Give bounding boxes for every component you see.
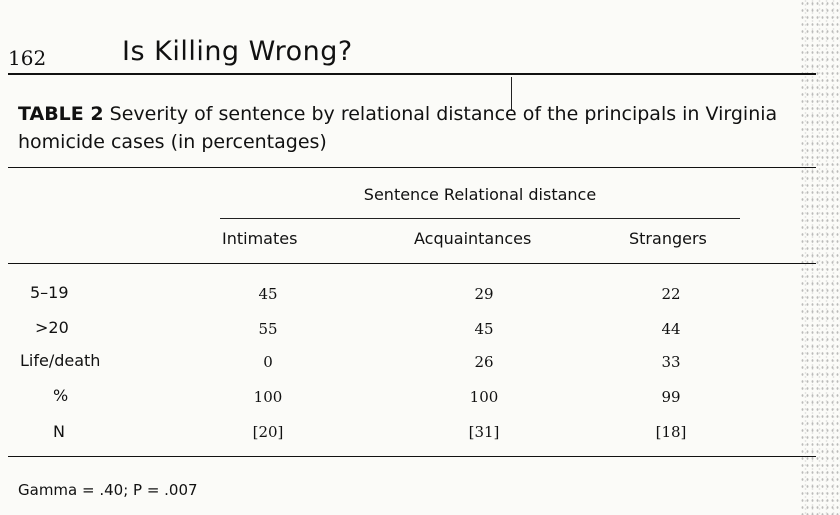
- table-caption: [18, 100, 798, 156]
- table-cell: [31]: [468, 423, 500, 441]
- table-cell: 44: [661, 320, 681, 338]
- table-cell: 22: [661, 285, 681, 303]
- table-cell: 45: [258, 285, 278, 303]
- row-label: >20: [35, 318, 69, 337]
- column-header-strangers: Strangers: [629, 229, 707, 248]
- table-cell: 33: [661, 353, 681, 371]
- table-cell: 29: [474, 285, 494, 303]
- table-cell: [20]: [252, 423, 284, 441]
- row-label: %: [53, 386, 69, 405]
- table-caption-text: Severity of sentence by relational distance of the principals in Virginia homicide cases (in percentages): [18, 103, 778, 153]
- table-cell: 100: [253, 388, 283, 406]
- table-cell: [18]: [655, 423, 687, 441]
- header-bottom-rule: [8, 263, 816, 264]
- table-cell: 55: [258, 320, 278, 338]
- table-bottom-rule: [8, 456, 816, 457]
- spanner-rule: [220, 218, 740, 219]
- page-edge-texture: [800, 0, 840, 515]
- table-cell: 99: [661, 388, 681, 406]
- column-header-intimates: Intimates: [222, 229, 298, 248]
- row-label: Life/death: [20, 351, 101, 370]
- column-header-acquaintances: Acquaintances: [414, 229, 532, 248]
- running-head: [8, 36, 816, 76]
- running-title: Is Killing Wrong?: [122, 36, 353, 67]
- page-number: 162: [8, 46, 47, 70]
- table-label: TABLE 2: [18, 103, 104, 125]
- table-cell: 26: [474, 353, 494, 371]
- row-label: 5–19: [30, 283, 69, 302]
- row-label: N: [53, 422, 65, 441]
- table-footnote: Gamma = .40; P = .007: [18, 481, 198, 499]
- table-cell: 0: [263, 353, 273, 371]
- header-rule: [8, 73, 816, 75]
- column-spanner-heading: Sentence Relational distance: [363, 185, 597, 204]
- table-cell: 45: [474, 320, 494, 338]
- table-top-rule: [8, 167, 816, 168]
- table-cell: 100: [469, 388, 499, 406]
